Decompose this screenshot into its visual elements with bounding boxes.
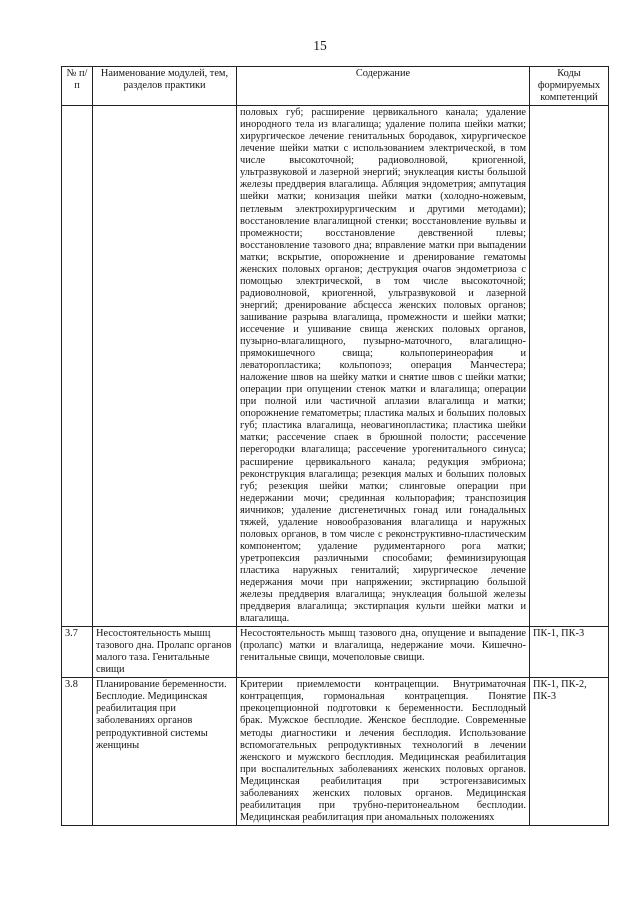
header-number: № п/п (62, 67, 93, 106)
table-row (62, 627, 609, 678)
row-number: 3.8 (62, 678, 93, 826)
row-codes: ПК-1, ПК-3 (530, 627, 609, 678)
row-name (93, 106, 237, 627)
row-content: Критерии приемлемости контрацепции. Внутриматочная контрацепция, гормональная контрацепция. Понятие прекоцепционной подготовки к беременности. Бесплодный брак. Мужское бесплодие. Женское бесплодие. Современные методы диагностики и лечения бесплодия. Использование вспомогательных репродуктивных технологий в лечении женского и мужского бесплодия. Медицинская реабилитация при воспалительных заболеваниях женских половых органов. Медицинская реабилитация при эстрогензависимых заболеваниях женских половых органов. Медицинская реабилитация при трубно-перитонеальном бесплодии. Медицинская реабилитация при аномальных положениях (237, 678, 530, 826)
table-row (62, 678, 609, 826)
row-name: Планирование беременности. Бесплодие. Медицинская реабилитация при заболеваниях органов репродуктивной системы женщины (93, 678, 237, 826)
table-header-row (62, 67, 609, 106)
row-number (62, 106, 93, 627)
row-name: Несостоятельность мышц тазового дна. Пролапс органов малого таза. Генитальные свищи (93, 627, 237, 678)
page-number: 15 (313, 38, 327, 53)
header-content: Содержание (237, 67, 530, 106)
table-row (62, 106, 609, 627)
row-codes: ПК-1, ПК-2, ПК-3 (530, 678, 609, 826)
header-codes: Коды формируемых компетенций (530, 67, 609, 106)
header-name: Наименование модулей, тем, разделов практики (93, 67, 237, 106)
row-content: Несостоятельность мышц тазового дна, опущение и выпадение (пролапс) матки и влагалища, недержание мочи. Кишечно-генитальные свищи, мочеполовые свищи. (237, 627, 530, 678)
row-content: половых губ; расширение цервикального канала; удаление инородного тела из влагалища; удаление полипа шейки матки; хирургическое лечение генитальных бородавок, хирургическое лечение шейки матки с использованием электрической, в том числе высокоточной; радиоволновой, криогенной, ультразвуковой и лазерной энергий; энуклеация кисты большой железы преддверия влагалища. Абляция эндометрия; ампутация шейки матки; конизация шейки матки (холодно-ножевым, петлевым электрохирургическим и другими методами); восстановление влагалищной стенки; восстановление вульвы и промежности; восстановление девственной плевы; восстановление тазового дна; вправление матки при выпадении матки; вскрытие, опорожнение и дренирование гематомы женских половых органов; деструкция очагов эндометриоза с помощью электрической, в том числе высокоточной; радиоволновой, криогенной, ультразвуковой и лазерной энергий; дренирование абсцесса женских половых органов; зашивание разрыва влагалища, промежности и шейки матки; иссечение и ушивание свища женских половых органов, пузырно-влагалищного, пузырно-маточного, влагалищно-прямокишечного свища; кольпоперинеорафия и леваторопластика; кольпопоэз; операция Манчестера; наложение швов на шейку матки и снятие швов с шейки матки; операции при опущении стенок матки и влагалища; операции при полной или частичной аплазии влагалища и матки; опорожнение гематометры; пластика малых и больших половых губ; пластика влагалища, неовагинопластика; пластика шейки матки; рассечение спаек в брюшной полости; рассечение перегородки влагалища; рассечение урогенитального синуса; расширение цервикального канала; редукция эмбриона; реконструкция влагалища; резекция малых и больших половых губ; резекция шейки матки; слинговые операции при недержании мочи; срединная кольпорафия; транспозиция яичников; удаление дисгенетичных гонад или гонадальных тяжей, удаление новообразования влагалища и наружных половых органов, в том числе с реконструктивно-пластическим компонентом; удаление рудиментарного рога матки; уретропексия различными способами; феминизирующая пластика наружных гениталий; хирургическое лечение недержания мочи при напряжении; экстирпацию большой железы преддверия влагалища; энуклеация большой железы преддверия влагалища; экстирпация культи шейки матки и влагалища. (237, 106, 530, 627)
curriculum-table (61, 66, 609, 826)
row-codes (530, 106, 609, 627)
row-number: 3.7 (62, 627, 93, 678)
